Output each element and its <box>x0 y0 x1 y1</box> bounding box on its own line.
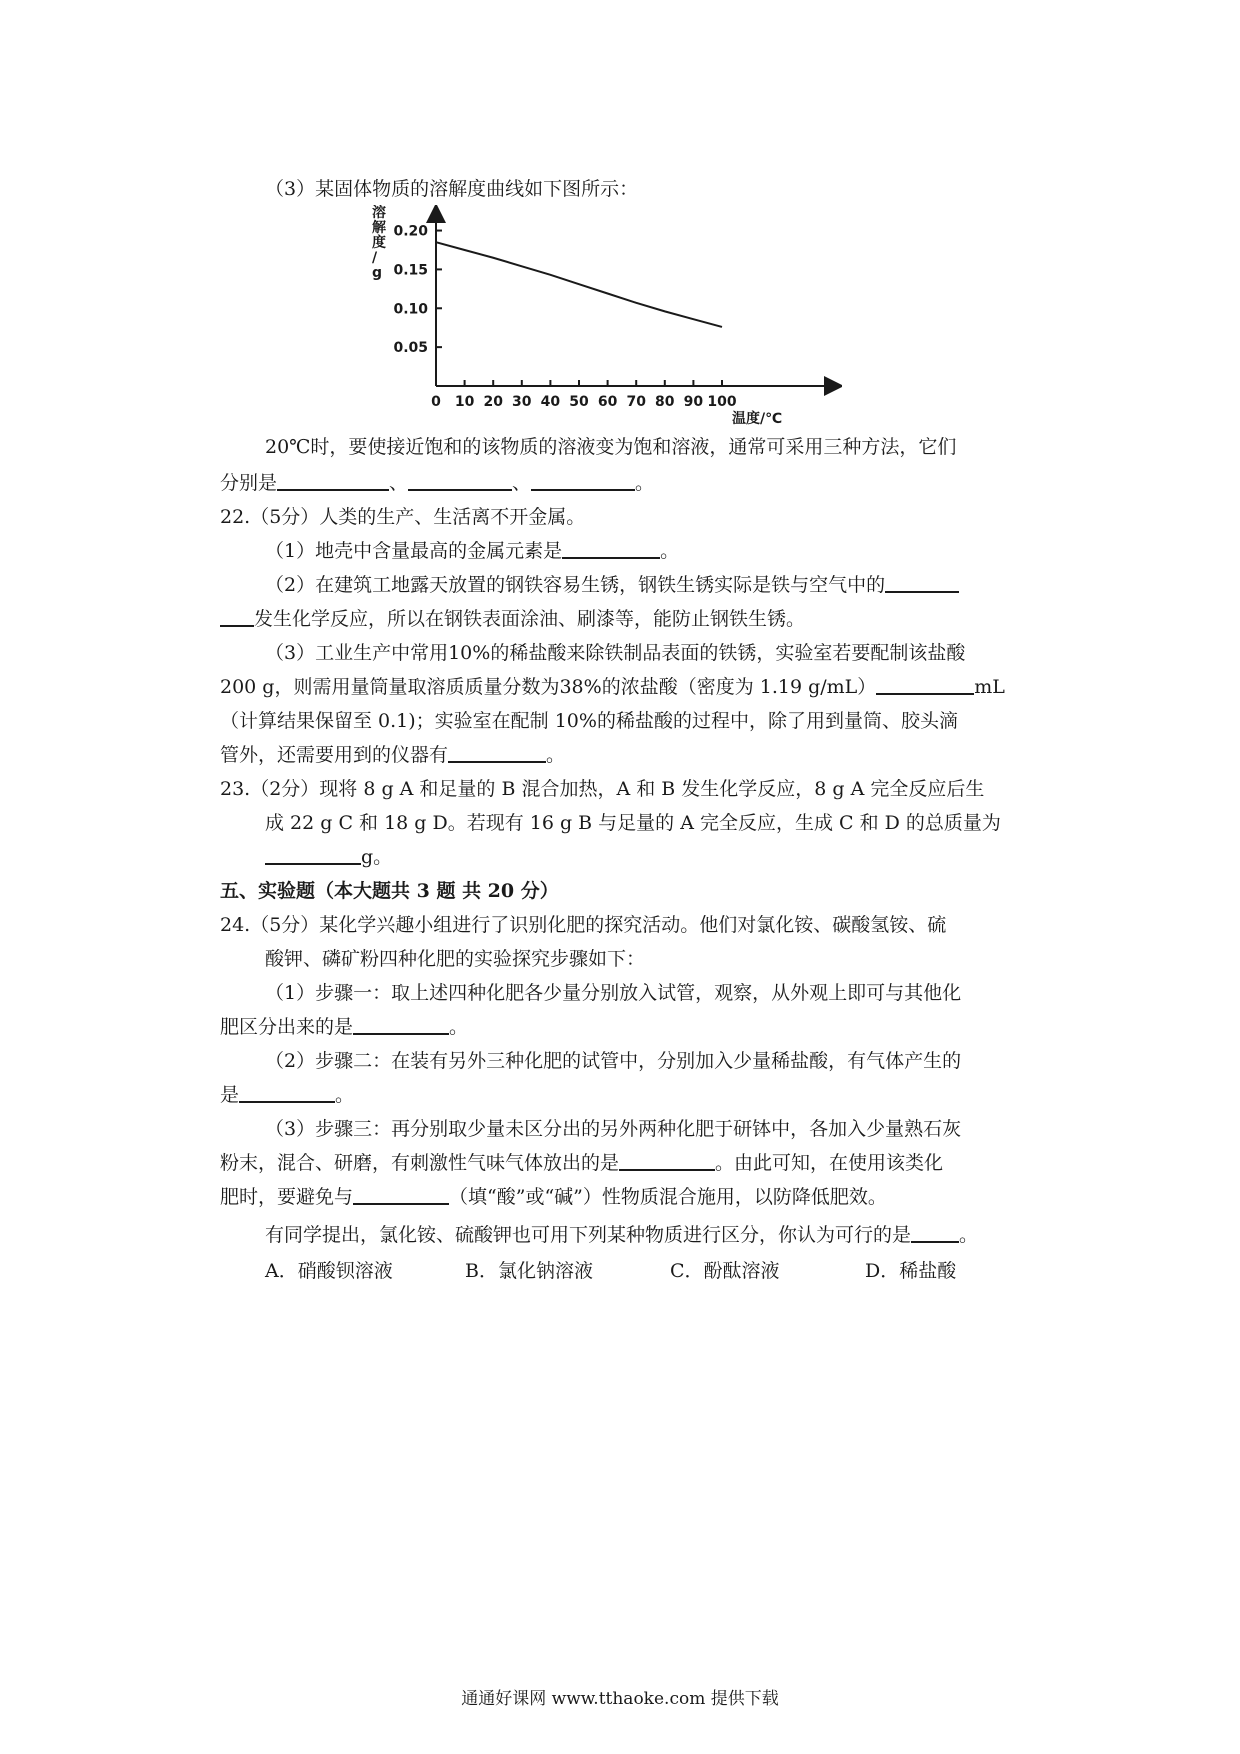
option-c[interactable]: C．酚酞溶液 <box>670 1260 780 1282</box>
separator-1: 、 <box>389 472 409 494</box>
q24-step4-text: 有同学提出，氯化铵、硫酸钾也可用下列某种物质进行区分，你认为可行的是 <box>265 1224 912 1246</box>
q24-step1-b <box>220 1014 468 1040</box>
y-tick-label: 0.20 <box>393 223 428 240</box>
q22-part1 <box>265 538 679 564</box>
q22-part3-a: （3）工业生产中常用10%的稀盐酸来除铁制品表面的铁锈，实验室若要配制该盐酸 <box>265 642 966 664</box>
y-ticks <box>393 224 442 357</box>
x-tick-label: 0 <box>431 394 441 410</box>
x-tick-label: 90 <box>683 394 704 410</box>
q24-step3-c-end: （填“酸”或“碱”）性物质混合施用，以防降低肥效。 <box>449 1186 887 1208</box>
separator-2: 、 <box>512 472 532 494</box>
x-ticks <box>431 380 737 410</box>
q21-line-b-prefix: 分别是 <box>220 472 278 494</box>
q23-line-a: 23.（2分）现将 8 g A 和足量的 B 混合加热，A 和 B 发生化学反应，8 g A 完全反应后生 <box>220 778 985 800</box>
q21-part3-intro: （3）某固体物质的溶解度曲线如下图所示： <box>265 178 639 200</box>
x-axis-label: 温度/℃ <box>732 411 783 427</box>
q24-step3-a: （3）步骤三：再分别取少量未区分出的另外两种化肥于研钵中，各加入少量熟石灰 <box>265 1118 962 1140</box>
footer-credit: 通通好课网 www.tthaoke.com 提供下载 <box>461 1689 779 1709</box>
q23-end: g。 <box>361 846 393 868</box>
section-5-heading: 五、实验题（本大题共 3 题 共 20 分） <box>220 880 559 902</box>
x-tick-label: 40 <box>540 394 561 410</box>
y-label-char: g <box>372 265 383 281</box>
q24-step2-b <box>220 1082 354 1108</box>
q24-step3-c-text: 肥时，要避免与 <box>220 1186 354 1208</box>
q22-part3-c: （计算结果保留至 0.1)；实验室在配制 10%的稀盐酸的过程中，除了用到量筒、胶头滴 <box>220 710 958 732</box>
q24-line-b: 酸钾、磷矿粉四种化肥的实验探究步骤如下： <box>265 948 646 970</box>
q22-part2-a <box>265 572 959 598</box>
line-end: 。 <box>635 472 655 494</box>
option-d[interactable]: D．稀盐酸 <box>865 1260 957 1282</box>
q22-part1-end: 。 <box>660 540 680 562</box>
q24-step2-a: （2）步骤二：在装有另外三种化肥的试管中，分别加入少量稀盐酸，有气体产生的 <box>265 1050 962 1072</box>
y-tick-label: 0.10 <box>393 301 428 318</box>
x-tick-label: 60 <box>597 394 618 410</box>
unit-ml: mL <box>974 676 1005 698</box>
answer-blank-24-5[interactable] <box>911 1223 959 1243</box>
q24-step3-b <box>220 1150 943 1176</box>
q22-part2-a-text: （2）在建筑工地露天放置的钢铁容易生锈，钢铁生锈实际是铁与空气中的 <box>265 574 886 596</box>
option-b[interactable]: B．氯化钠溶液 <box>465 1260 593 1282</box>
q22-part2-b <box>220 606 805 632</box>
q24-step4-end: 。 <box>959 1224 979 1246</box>
q22-part3-b <box>220 674 1005 700</box>
q22-part3-d-text: 管外，还需要用到的仪器有 <box>220 744 449 766</box>
q21-line-a: 20℃时，要使接近饱和的该物质的溶液变为饱和溶液，通常可采用三种方法，它们 <box>265 436 957 458</box>
q24-step1-a: （1）步骤一：取上述四种化肥各少量分别放入试管，观察，从外观上即可与其他化 <box>265 982 962 1004</box>
x-tick-label: 20 <box>483 394 503 410</box>
answer-blank-24-1[interactable] <box>353 1015 449 1035</box>
x-tick-label: 70 <box>626 394 646 410</box>
answer-blank-22-1[interactable] <box>562 539 660 559</box>
y-label-char: 溶 <box>372 205 386 221</box>
q24-step4 <box>265 1222 978 1248</box>
q24-step2-b-text: 是 <box>220 1084 240 1106</box>
x-tick-label: 50 <box>569 394 589 410</box>
y-tick-label: 0.15 <box>393 262 428 279</box>
q22-part3-d-end: 。 <box>546 744 566 766</box>
y-label-char: 度 <box>372 235 386 251</box>
q23-line-c <box>265 844 392 870</box>
q22-part2-b-text: 发生化学反应，所以在钢铁表面涂油、刷漆等，能防止钢铁生锈。 <box>254 608 806 630</box>
solubility-curve <box>436 242 722 327</box>
x-tick-label: 80 <box>655 394 675 410</box>
answer-blank-22-3[interactable] <box>876 675 974 695</box>
answer-blank-21-3[interactable] <box>531 471 635 491</box>
q24-step3-b-end: 。由此可知，在使用该类化 <box>715 1152 944 1174</box>
x-tick-label: 10 <box>454 394 475 410</box>
q24-step1-b-text: 肥区分出来的是 <box>220 1016 354 1038</box>
solubility-chart <box>372 205 842 427</box>
q22-part3-b-text: 200 g，则需用量筒量取溶质质量分数为38%的浓盐酸（密度为 1.19 g/mL） <box>220 676 877 698</box>
y-tick-label: 0.05 <box>393 340 428 357</box>
q22-part1-text: （1）地壳中含量最高的金属元素是 <box>265 540 563 562</box>
answer-blank-22-4[interactable] <box>448 743 546 763</box>
answer-blank-23[interactable] <box>265 845 361 865</box>
answer-blank-21-1[interactable] <box>277 471 389 491</box>
q22-part3-d <box>220 742 565 768</box>
answer-blank-24-3[interactable] <box>619 1151 715 1171</box>
y-label-char: / <box>372 250 378 266</box>
q24-step3-c <box>220 1184 887 1210</box>
y-axis-label <box>372 205 387 281</box>
q22-heading: 22.（5分）人类的生产、生活离不开金属。 <box>220 506 586 528</box>
answer-blank-21-2[interactable] <box>408 471 512 491</box>
q24-step2-end: 。 <box>335 1084 355 1106</box>
answer-blank-22-2-cont[interactable] <box>220 607 254 627</box>
q23-line-b: 成 22 g C 和 18 g D。若现有 16 g B 与足量的 A 完全反应，生成 C 和 D 的总质量为 <box>265 812 1001 834</box>
x-tick-label: 30 <box>512 394 532 410</box>
q21-line-b <box>220 470 654 496</box>
q24-step1-end: 。 <box>449 1016 469 1038</box>
answer-blank-24-4[interactable] <box>353 1185 449 1205</box>
option-a[interactable]: A．硝酸钡溶液 <box>265 1260 393 1282</box>
answer-blank-22-2[interactable] <box>885 573 959 593</box>
q24-line-a: 24.（5分）某化学兴趣小组进行了识别化肥的探究活动。他们对氯化铵、碳酸氢铵、硫 <box>220 914 947 936</box>
x-tick-label: 100 <box>707 394 737 410</box>
answer-blank-24-2[interactable] <box>239 1083 335 1103</box>
y-label-char: 解 <box>372 220 386 236</box>
q24-step3-b-text: 粉末，混合、研磨，有刺激性气味气体放出的是 <box>220 1152 620 1174</box>
